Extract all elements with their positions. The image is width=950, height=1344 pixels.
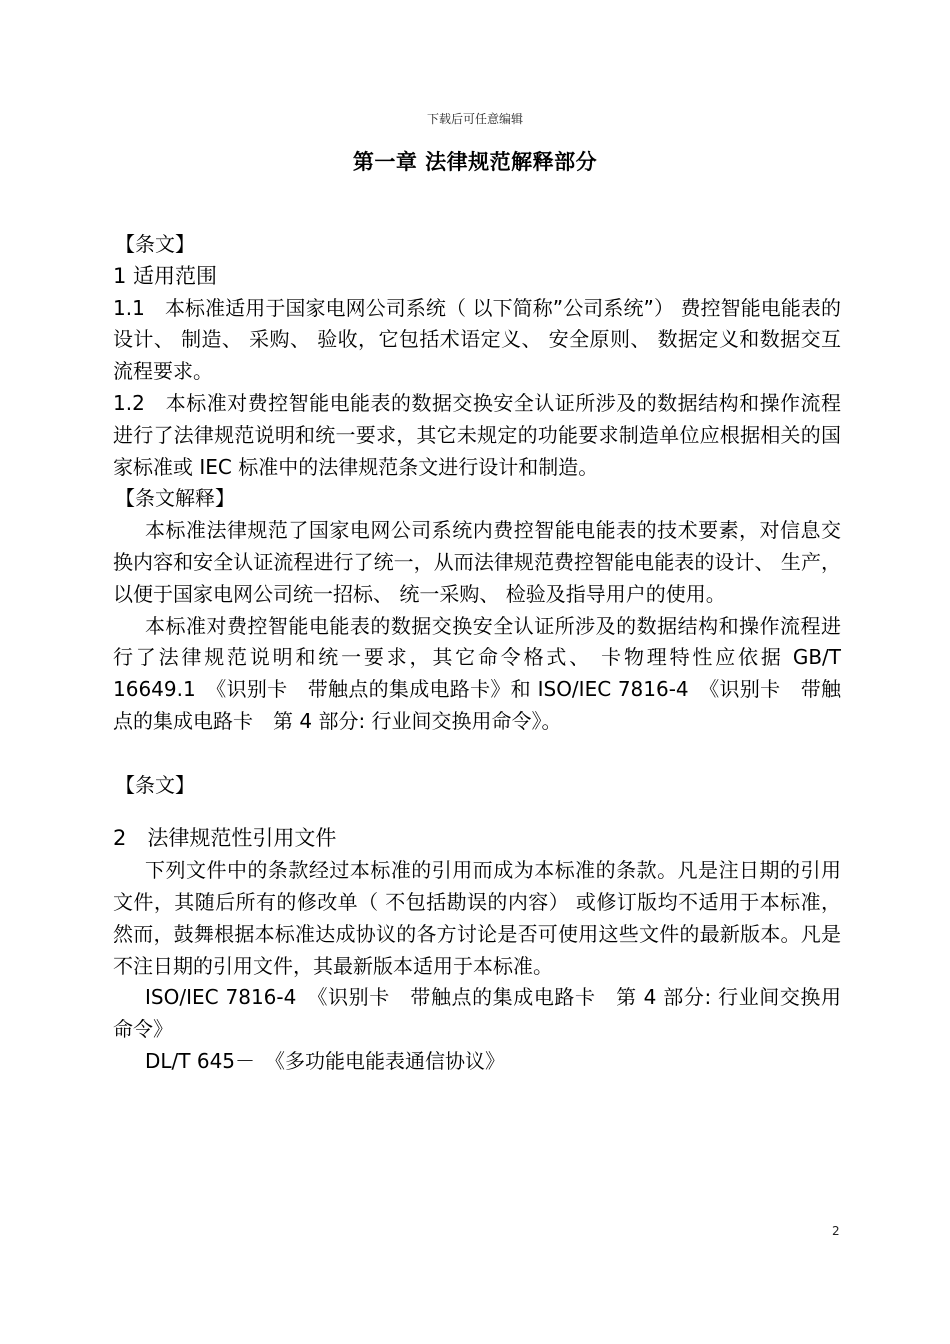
section-heading-scope: 1 适用范围 bbox=[113, 263, 218, 288]
chapter-title: 第一章 法律规范解释部分 bbox=[352, 150, 598, 174]
page-number: 2 bbox=[832, 1224, 840, 1238]
header-note: 下载后可任意编辑 bbox=[426, 112, 523, 126]
explanation-paragraph-2: 本标准对费控智能电能表的数据交换安全认证所涉及的数据结构和操作流程进行了法律规范说明和统一要求，其它命令格式、 卡物理特性应依据 GB/T 16649.1 《识别卡 带触点的集成电路卡》和 ISO/IEC 7816-4 《识别卡 带触点的集成电路卡 第 4 部分: 行业间交换用命令》。 bbox=[113, 613, 841, 733]
clause-1-1: 1.1 本标准适用于国家电网公司系统（ 以下简称”公司系统”） 费控智能电能表的设计、 制造、 采购、 验收，它包括术语定义、 安全原则、 数据定义和数据交互流程要求。 bbox=[113, 295, 841, 384]
reference-dl-t-645: DL/T 645－ 《多功能电能表通信协议》 bbox=[145, 1048, 506, 1073]
explanation-tag: 【条文解释】 bbox=[115, 486, 235, 511]
article-tag-2: 【条文】 bbox=[115, 772, 195, 797]
references-intro-paragraph: 下列文件中的条款经过本标准的引用而成为本标准的条款。凡是注日期的引用文件，其随后所有的修改单（ 不包括勘误的内容） 或修订版均不适用于本标准，然而，鼓舞根据本标准达成协议的各方讨论是否可使用这些文件的最新版本。凡是不注日期的引用文件，其最新版本适用于本标准。 bbox=[113, 858, 841, 978]
reference-iso-iec-7816-4: ISO/IEC 7816-4 《识别卡 带触点的集成电路卡 第 4 部分: 行业间交换用命令》 bbox=[113, 985, 841, 1042]
clause-1-2: 1.2 本标准对费控智能电能表的数据交换安全认证所涉及的数据结构和操作流程进行了法律规范说明和统一要求，其它未规定的功能要求制造单位应根据相关的国家标准或 IEC 标准中的法律规范条文进行设计和制造。 bbox=[113, 390, 841, 479]
section-heading-references: 2 法律规范性引用文件 bbox=[113, 826, 337, 851]
document-body bbox=[113, 229, 841, 1078]
article-tag: 【条文】 bbox=[115, 232, 195, 256]
explanation-paragraph-1: 本标准法律规范了国家电网公司系统内费控智能电能表的技术要素，对信息交换内容和安全认证流程进行了统一，从而法律规范费控智能电能表的设计、 生产，以便于国家电网公司统一招标、 统一采购、 检验及指导用户的使用。 bbox=[113, 518, 841, 606]
